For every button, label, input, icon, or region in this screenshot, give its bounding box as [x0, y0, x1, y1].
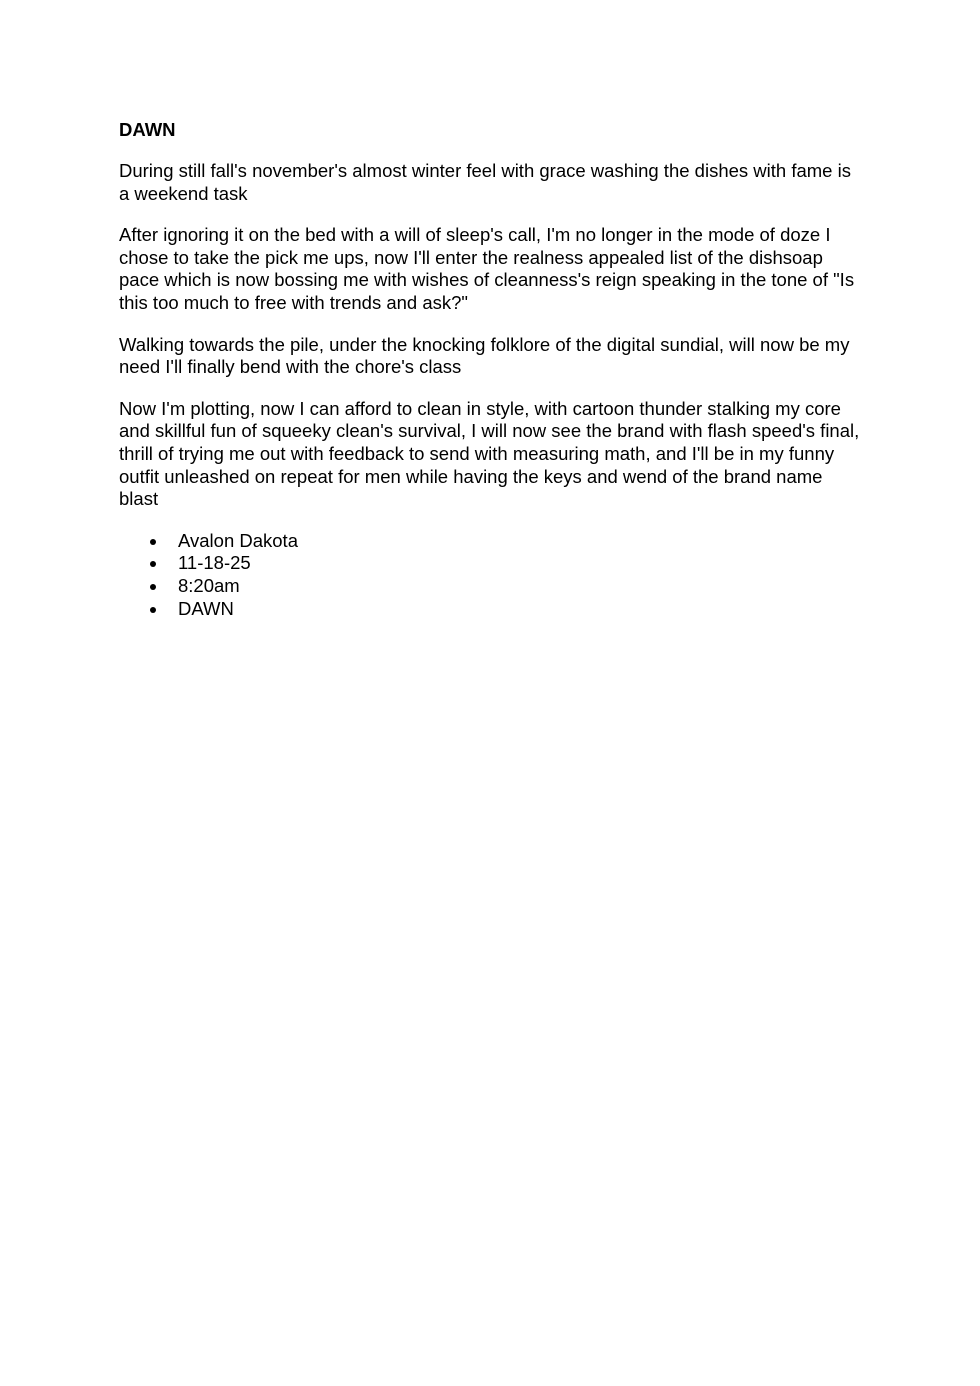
paragraph-4: Now I'm plotting, now I can afford to clean in style, with cartoon thunder stalking my core and skillful fun of squeeky clean's survival, I will now see the brand with flash speed's final, thrill of trying me out with feedback to send with measuring math, and I'll be in my funny outfit unleashed on repeat for men while having the keys and wend of the brand name blast — [119, 397, 860, 510]
paragraph-1: During still fall's november's almost winter feel with grace washing the dishes with fame is a weekend task — [119, 160, 851, 204]
list-item-time — [119, 575, 864, 598]
list-item-text: DAWN — [178, 597, 234, 619]
list-item-title — [119, 598, 864, 621]
bullet-icon — [150, 539, 156, 545]
list-item-text: 11-18-25 — [178, 552, 251, 574]
list-item-author — [119, 530, 864, 553]
bullet-icon — [150, 561, 156, 567]
list-item-date — [119, 552, 864, 575]
bullet-icon — [150, 584, 156, 590]
paragraph-3: Walking towards the pile, under the knocking folklore of the digital sundial, will now be my need I'll finally bend with the chore's class — [119, 333, 850, 378]
signature-list — [119, 530, 864, 620]
list-item-text: 8:20am — [178, 574, 240, 596]
document-title: DAWN — [119, 119, 176, 140]
list-item-text: Avalon Dakota — [178, 529, 298, 551]
document-body — [119, 118, 864, 620]
bullet-icon — [150, 607, 156, 613]
paragraph-2: After ignoring it on the bed with a will of sleep's call, I'm no longer in the mode of doze I chose to take the pick me ups, now I'll enter the realness appealed list of the dishsoap pace which is now bossing me with wishes of cleanness's reign speaking in the tone of "Is this too much to free with trends and ask?" — [119, 224, 855, 313]
